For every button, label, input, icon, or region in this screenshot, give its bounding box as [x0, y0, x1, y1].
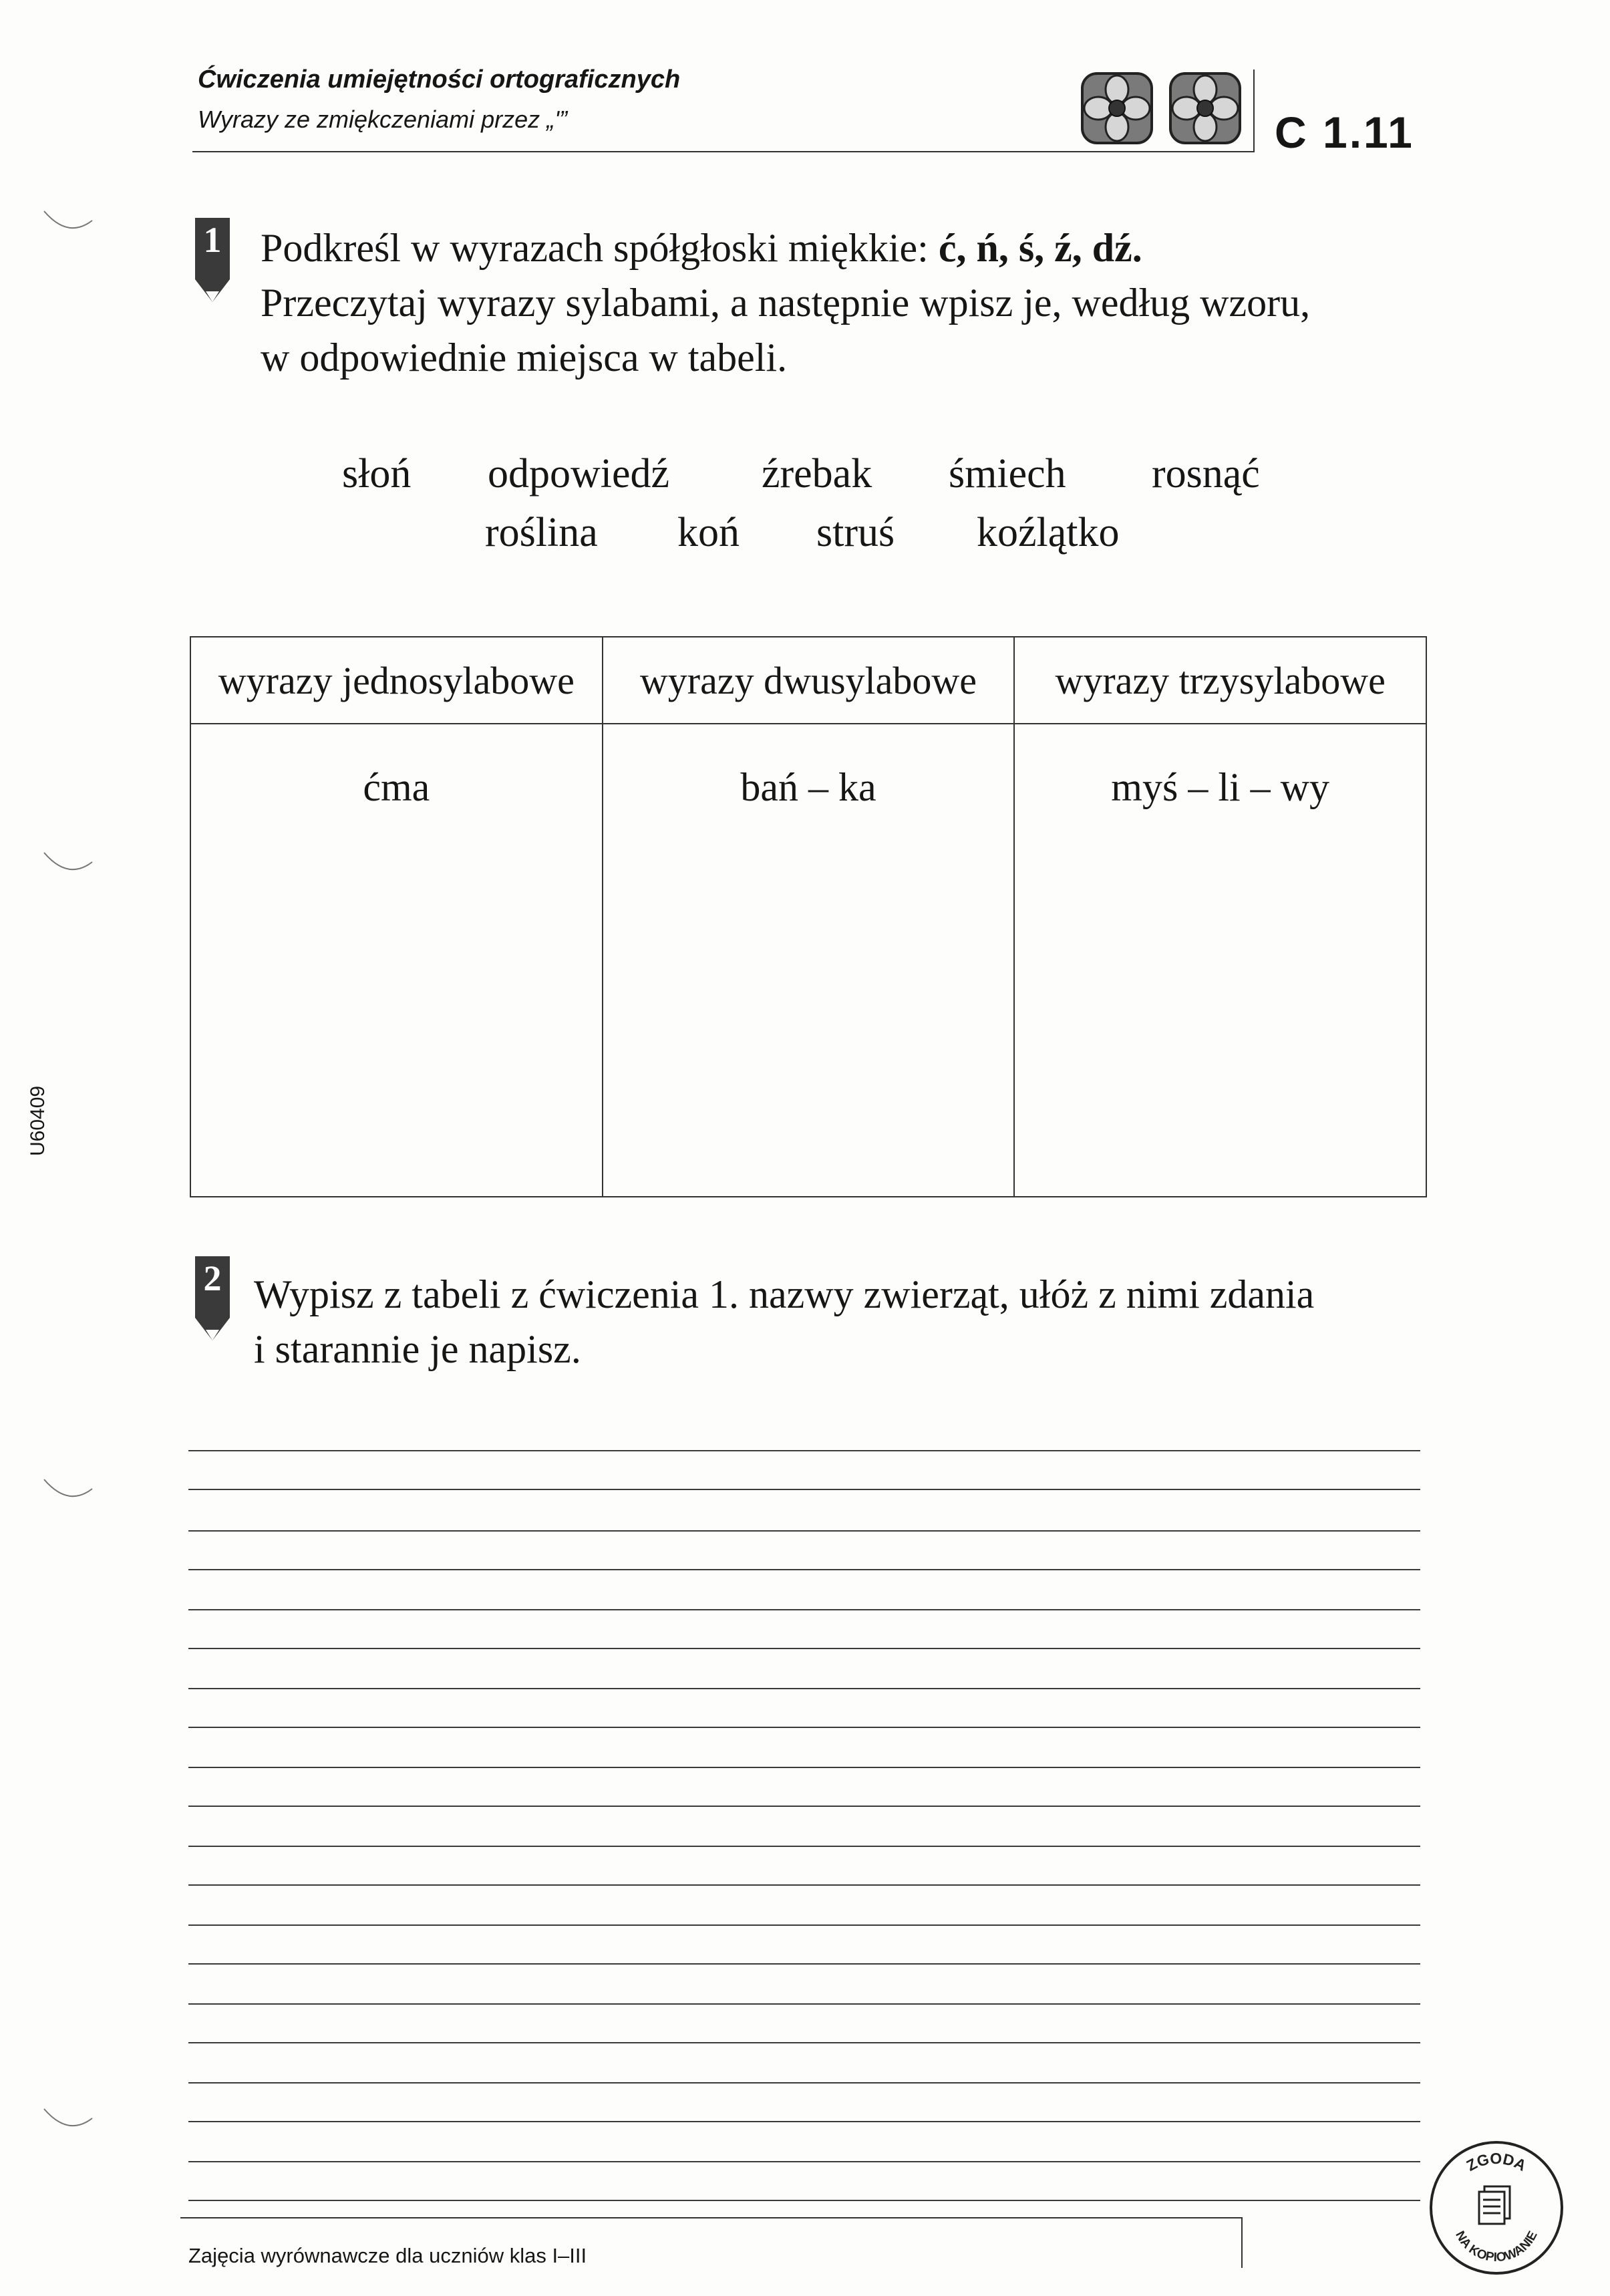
- header-divider: [1253, 69, 1255, 152]
- instruction-line: w odpowiednie miejsca w tabeli.: [261, 335, 788, 380]
- writing-line: [188, 2042, 1420, 2043]
- writing-line: [188, 1963, 1420, 1965]
- stamp-text-top: ZGODA: [1463, 2149, 1529, 2175]
- writing-line: [188, 2003, 1420, 2005]
- exercise-1-instruction: [261, 221, 1423, 385]
- word-item: odpowiedź: [488, 451, 670, 496]
- word-item: koźlątko: [977, 510, 1120, 555]
- column-header-two-syllable: wyrazy dwusylabowe: [603, 637, 1015, 724]
- answer-cell-two-syllable[interactable]: [603, 724, 1015, 1197]
- writing-line: [188, 1884, 1420, 1886]
- document-serial: U60409: [27, 1085, 49, 1156]
- example-word: bań – ka: [740, 765, 876, 809]
- word-item: rosnąć: [1152, 451, 1260, 496]
- footer-text: Zajęcia wyrównawcze dla uczniów klas I–III: [188, 2244, 587, 2267]
- writing-line: [188, 1489, 1420, 1490]
- example-word: ćma: [363, 765, 430, 809]
- exercise-2-instruction: [254, 1267, 1430, 1377]
- instruction-line: [261, 221, 1423, 275]
- writing-line: [188, 1767, 1420, 1768]
- writing-line: [188, 1846, 1420, 1847]
- soft-consonants: ć, ń, ś, ź, dź.: [938, 226, 1142, 270]
- word-item: źrebak: [762, 451, 872, 496]
- stamp-text-bottom: NA KOPIOWANIE: [1452, 2229, 1541, 2265]
- exercise-number-badge: [191, 215, 234, 309]
- instruction-line: i starannie je napisz.: [254, 1327, 581, 1371]
- copy-documents-icon: [1479, 2186, 1510, 2224]
- table-answer-row: [190, 724, 1426, 1197]
- syllable-table: [190, 636, 1427, 1197]
- writing-line: [188, 1569, 1420, 1570]
- word-item: roślina: [485, 510, 598, 555]
- column-header-one-syllable: wyrazy jednosylabowe: [190, 637, 603, 724]
- worksheet-subtitle: Wyrazy ze zmiękczeniami przez „ʹ”: [198, 106, 567, 133]
- punch-hole-mark: [41, 206, 95, 237]
- instruction-line: Przeczytaj wyrazy sylabami, a następnie wpisz je, według wzoru,: [261, 281, 1311, 325]
- table-header-row: [190, 637, 1426, 724]
- header-rule: [192, 151, 1255, 152]
- word-item: struś: [816, 510, 895, 555]
- exercise-number: 2: [203, 1258, 222, 1298]
- punch-hole-mark: [41, 1474, 95, 1505]
- instruction-line: Wypisz z tabeli z ćwiczenia 1. nazwy zwierząt, ułóż z nimi zdania: [254, 1272, 1315, 1316]
- word-item: koń: [677, 510, 740, 555]
- word-item: słoń: [342, 451, 412, 496]
- column-header-three-syllable: wyrazy trzysylabowe: [1014, 637, 1426, 724]
- writing-line: [188, 2082, 1420, 2084]
- writing-line: [188, 1688, 1420, 1689]
- exercise-number: 1: [203, 220, 222, 260]
- punch-hole-mark: [41, 2104, 95, 2134]
- flower-tile-icon: [1080, 71, 1154, 146]
- footer-rule: [180, 2217, 1243, 2218]
- flower-tile-icon: [1168, 71, 1243, 146]
- writing-line: [188, 2121, 1420, 2122]
- writing-line: [188, 2161, 1420, 2162]
- instruction-text: Podkreśl w wyrazach spółgłoski miękkie:: [261, 226, 929, 270]
- footer-divider: [1241, 2217, 1243, 2268]
- writing-line: [188, 1530, 1420, 1532]
- writing-line: [188, 1609, 1420, 1610]
- writing-line: [188, 1727, 1420, 1728]
- word-item: śmiech: [949, 451, 1066, 496]
- writing-line: [188, 1924, 1420, 1926]
- example-word: myś – li – wy: [1111, 765, 1329, 809]
- worksheet-code: C 1.11: [1275, 108, 1414, 157]
- exercise-number-badge: [191, 1254, 234, 1347]
- copy-permission-stamp: [1426, 2137, 1567, 2279]
- writing-line: [188, 1806, 1420, 1807]
- answer-cell-three-syllable[interactable]: [1014, 724, 1426, 1197]
- worksheet-title: Ćwiczenia umiejętności ortograficznych: [198, 65, 681, 94]
- punch-hole-mark: [41, 847, 95, 878]
- writing-line: [188, 2200, 1420, 2201]
- answer-cell-one-syllable[interactable]: [190, 724, 603, 1197]
- writing-line: [188, 1648, 1420, 1649]
- writing-line: [188, 1450, 1420, 1451]
